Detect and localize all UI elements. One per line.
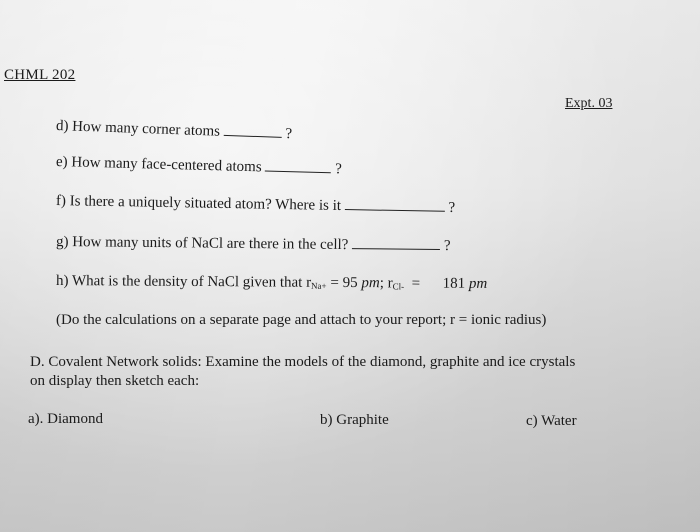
radius-separator: ; r — [379, 275, 393, 292]
experiment-number: Expt. 03 — [565, 96, 613, 111]
radius-cl-unit: pm — [468, 275, 488, 293]
question-f — [56, 190, 456, 217]
question-h-text: h) What is the density of NaCl given that r — [55, 273, 312, 291]
question-h — [56, 272, 487, 296]
calculation-note: (Do the calculations on a separate page and attach to your report; r = ionic radius) — [56, 312, 547, 328]
radius-na-value: = 95 — [326, 274, 362, 292]
answer-blank-f[interactable] — [345, 195, 445, 212]
section-d-line1: D. Covalent Network solids: Examine the models of the diamond, graphite and ice crystals — [30, 354, 576, 370]
sketch-label-water: c) Water — [526, 413, 577, 429]
answer-blank-d[interactable] — [224, 121, 282, 138]
question-g-text: g) How many units of NaCl are there in the cell? — [55, 234, 349, 254]
question-e — [56, 151, 342, 178]
answer-blank-e[interactable] — [265, 156, 331, 173]
question-d-mark: ? — [285, 126, 293, 143]
question-f-text: f) Is there a uniquely situated atom? Where is it — [55, 193, 342, 214]
radius-cl-value: = 181 — [404, 275, 469, 292]
question-g-mark: ? — [443, 238, 451, 255]
question-e-text: e) How many face-centered atoms — [55, 154, 262, 176]
question-g — [56, 231, 451, 255]
answer-blank-g[interactable] — [352, 234, 440, 250]
radius-cl-subscript: Cl- — [392, 281, 405, 292]
section-d-line2: on display then sketch each: — [30, 373, 200, 389]
question-f-mark: ? — [448, 199, 456, 216]
question-e-mark: ? — [334, 161, 342, 178]
course-code: CHML 202 — [4, 67, 76, 83]
question-d — [56, 115, 293, 143]
radius-na-subscript: Na+ — [311, 280, 327, 291]
radius-na-unit: pm — [361, 275, 380, 292]
sketch-label-diamond: a). Diamond — [28, 411, 103, 427]
question-d-text: d) How many corner atoms — [55, 118, 221, 140]
sketch-label-graphite: b) Graphite — [320, 412, 389, 428]
